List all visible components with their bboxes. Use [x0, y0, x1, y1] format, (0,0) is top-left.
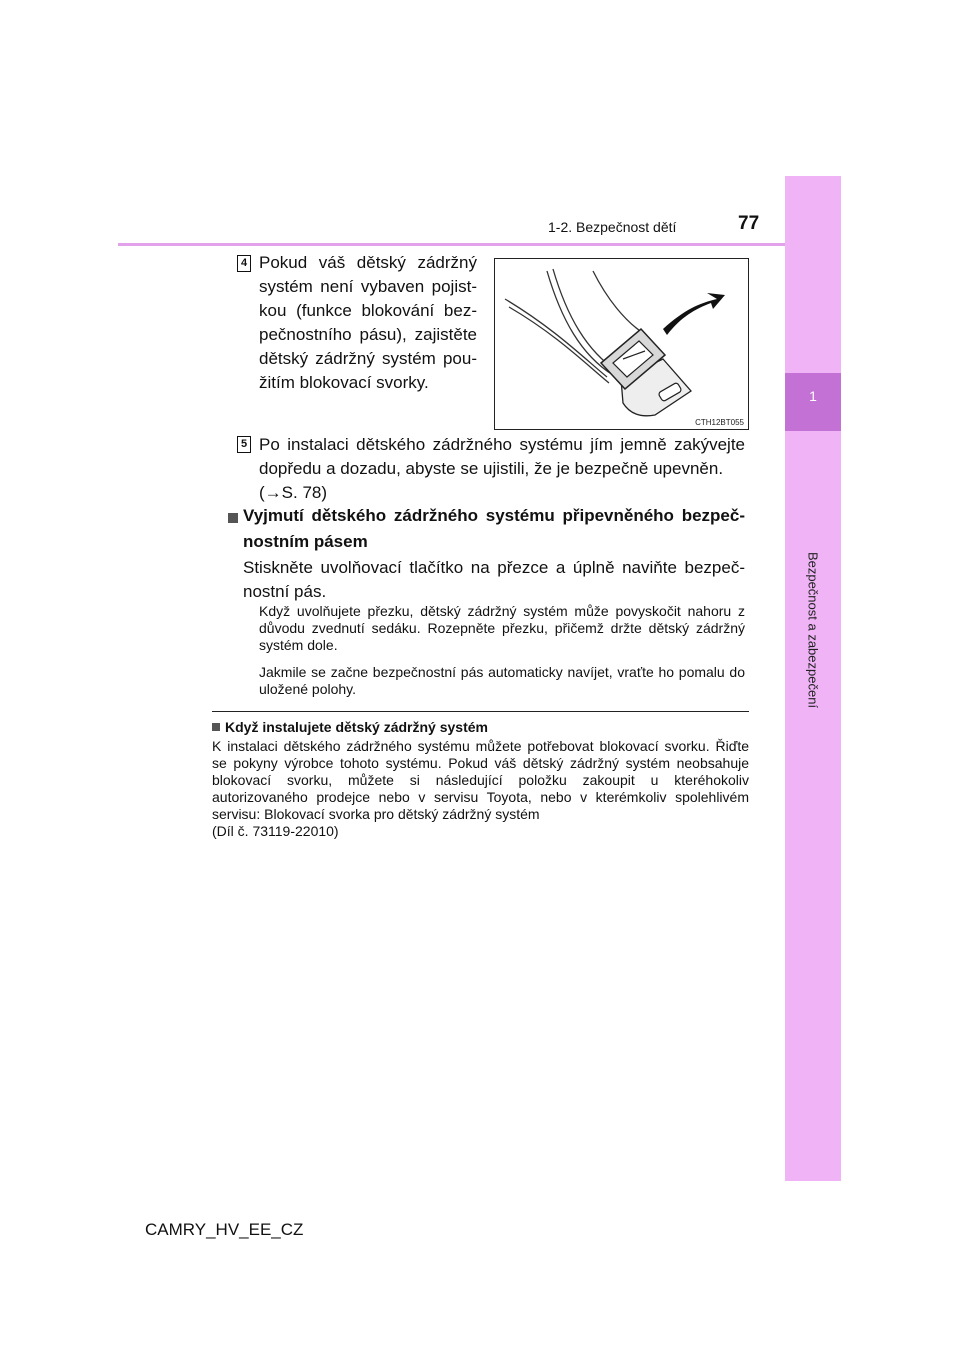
locking-clip-illustration	[495, 259, 749, 430]
removal-section-body: Stiskněte uvolňovací tlačítko na přezce a úplně naviňte bezpečnostní pás.	[243, 558, 745, 601]
footer-code: CAMRY_HV_EE_CZ	[145, 1220, 304, 1239]
removal-note-2: Jakmile se začne bezpečnostní pás automaticky navíjet, vraťte ho pomalu do uložené polohy.	[259, 664, 745, 697]
figure-code: CTH12BT055	[695, 418, 744, 427]
header-section-title: 1-2. Bezpečnost dětí	[548, 219, 677, 235]
removal-note-1: Když uvolňujete přezku, dětský zádržný systém může povyskočit nahoru z důvodu zvednutí sedáku. Rozepněte přezku, přičemž držte dětský zádržný systém dole.	[259, 603, 745, 653]
step-number-4: 4	[237, 255, 251, 272]
chapter-title: Bezpečnost a zabezpečení	[805, 551, 821, 709]
step-5-page-reference: (→S. 78)	[259, 483, 328, 502]
chapter-number: 1	[809, 388, 817, 404]
info-part-number: (Díl č. 73119-22010)	[212, 823, 339, 839]
info-divider	[212, 711, 749, 712]
info-body-text: K instalaci dětského zádržného systému můžete potřebovat blokovací svorku. Řiďte se pokyny výrobce tohoto systému. Pokud váš dětský zádržný systém neobsahuje blokovací svorku, můžete si následující položku zakoupit u kteréhokoliv autorizovaného prodejce nebo v servisu Toyota, nebo v kterémkoliv spolehlivém servisu: Blokovací svorka pro dětský zádržný systém	[212, 738, 749, 822]
info-body	[212, 738, 749, 840]
square-bullet-icon	[228, 513, 238, 523]
header-divider	[118, 243, 785, 246]
step-4-text: Pokud váš dětský zádržný systém není vybaven pojistkou (funkce blokování bezpečnostního pásu), zajistěte dětský zádržný systém použitím blokovací svorky.	[259, 253, 477, 392]
page-number: 77	[738, 213, 760, 234]
step-5-text: Po instalaci dětského zádržného systému jím jemně zakývejte dopředu a dozadu, abyste se ujistili, že je bezpečně upevněn.	[259, 435, 745, 478]
info-heading: Když instalujete dětský zádržný systém	[225, 719, 488, 735]
step-number-5: 5	[237, 436, 251, 453]
seat-belt-locking-clip-figure	[494, 258, 749, 430]
removal-section-heading: Vyjmutí dětského zádržného systému připevněného bezpečnostním pásem	[243, 506, 745, 551]
square-bullet-icon	[212, 723, 220, 731]
